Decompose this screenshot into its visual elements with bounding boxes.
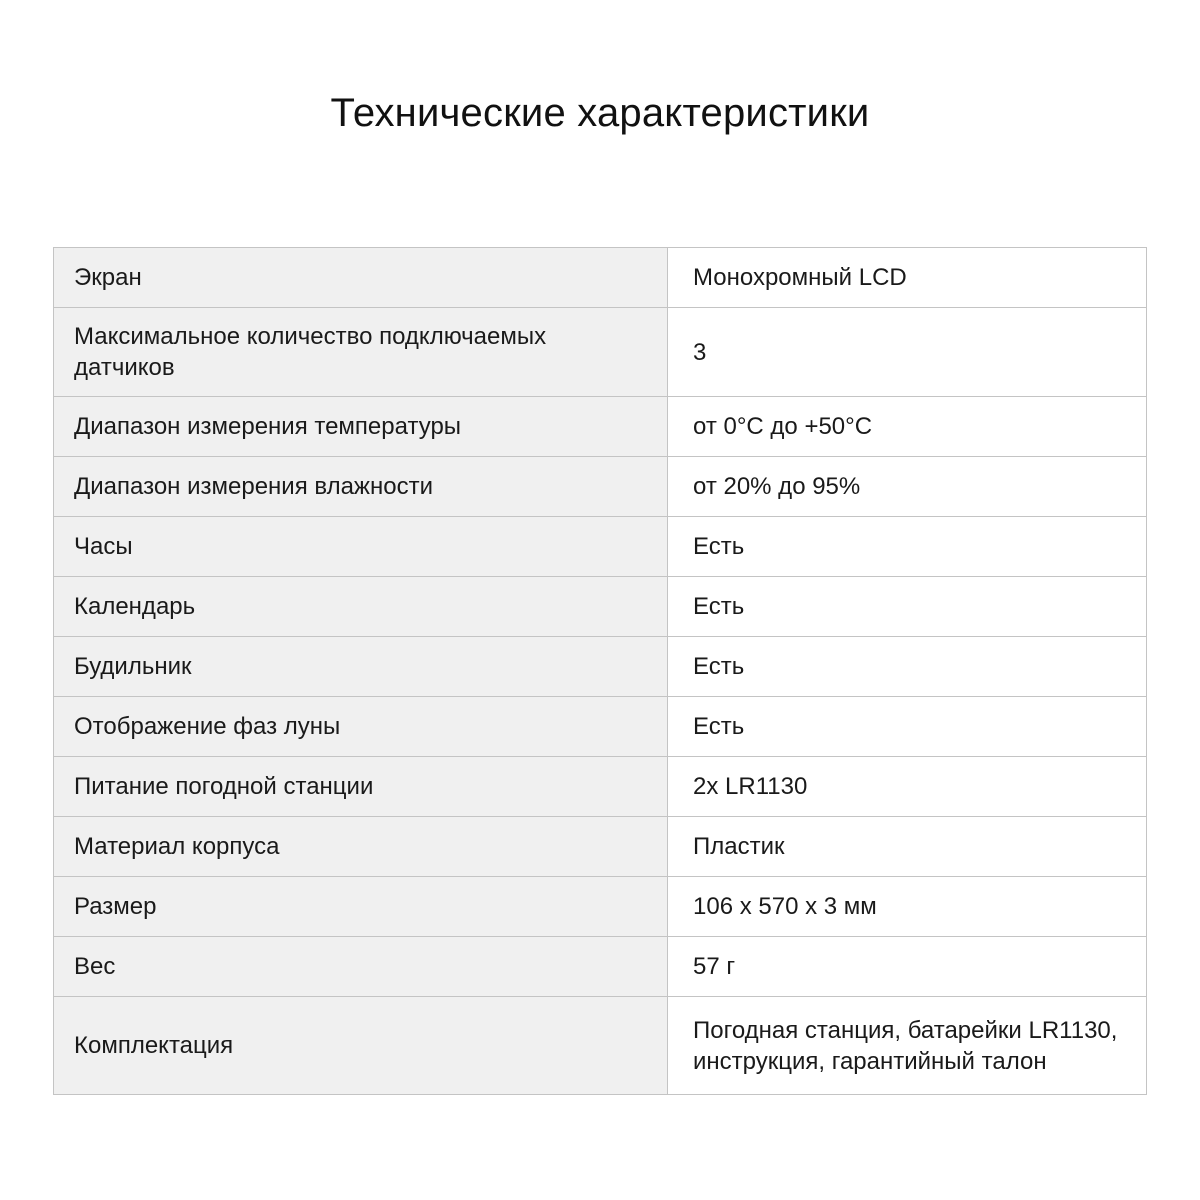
param-value: Есть: [668, 577, 1147, 637]
param-value: от 20% до 95%: [668, 457, 1147, 517]
param-label: Вес: [54, 937, 668, 997]
spec-table: [53, 247, 1147, 1095]
param-value: 2x LR1130: [668, 757, 1147, 817]
param-label: Часы: [54, 517, 668, 577]
param-value: 106 x 570 x 3 мм: [668, 877, 1147, 937]
table-row: [54, 877, 1147, 937]
param-label: Питание погодной станции: [54, 757, 668, 817]
param-value: Монохромный LCD: [668, 248, 1147, 308]
table-row: [54, 937, 1147, 997]
table-row: [54, 817, 1147, 877]
param-value: 57 г: [668, 937, 1147, 997]
param-label: Будильник: [54, 637, 668, 697]
table-row: [54, 997, 1147, 1095]
table-row: [54, 248, 1147, 308]
param-label: Материал корпуса: [54, 817, 668, 877]
table-row: [54, 757, 1147, 817]
table-row: [54, 397, 1147, 457]
page-title: Технические характеристики: [330, 90, 870, 135]
table-row: [54, 637, 1147, 697]
param-value: Есть: [668, 517, 1147, 577]
param-label: Комплектация: [54, 997, 668, 1095]
param-label: Диапазон измерения температуры: [54, 397, 668, 457]
param-value: Пластик: [668, 817, 1147, 877]
param-value: 3: [668, 308, 1147, 397]
param-label: Максимальное количество подключаемых датчиков: [54, 308, 668, 397]
param-value: Есть: [668, 637, 1147, 697]
param-label: Размер: [54, 877, 668, 937]
table-row: [54, 517, 1147, 577]
table-row: [54, 697, 1147, 757]
param-value: Есть: [668, 697, 1147, 757]
param-label: Календарь: [54, 577, 668, 637]
param-label: Экран: [54, 248, 668, 308]
param-value: от 0°C до +50°C: [668, 397, 1147, 457]
param-value: Погодная станция, батарейки LR1130, инструкция, гарантийный талон: [668, 997, 1147, 1095]
table-row: [54, 457, 1147, 517]
table-row: [54, 308, 1147, 397]
param-label: Диапазон измерения влажности: [54, 457, 668, 517]
param-label: Отображение фаз луны: [54, 697, 668, 757]
table-row: [54, 577, 1147, 637]
